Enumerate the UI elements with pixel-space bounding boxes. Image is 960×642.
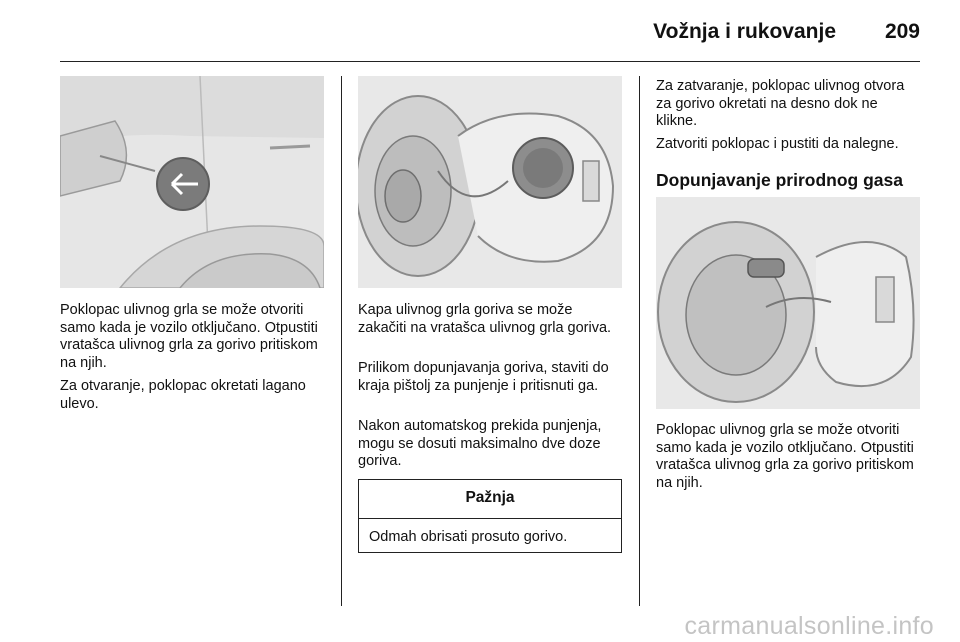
paragraph: Prilikom dopunjavanja goriva, staviti do kraja pištolj za punjenje i pritisnuti ga.: [358, 360, 609, 394]
paragraph: Kapa ulivnog grla goriva se može zakačiti na vratašca ulivnog grla goriva.: [358, 302, 612, 336]
column-divider: [639, 76, 640, 606]
paragraph: Nakon automatskog prekida punjenja, mogu se dosuti maksimalno dve doze goriva.: [358, 418, 602, 470]
figure-natural-gas-filler: [656, 197, 920, 409]
page-header: [60, 10, 920, 60]
watermark: carmanualsonline.info: [684, 612, 934, 640]
fuel-cap-illustration: [358, 76, 622, 288]
paragraph: Poklopac ulivnog grla se može otvoriti samo kada je vozilo otključano. Otpustiti vratašca ulivnog grla za gorivo pritiskom na njih.: [656, 422, 914, 491]
section-heading: Dopunjavanje prirodnog gasa: [656, 170, 903, 190]
paragraph: Za zatvaranje, poklopac ulivnog otvora za gorivo okretati na desno dok ne klikne.: [656, 78, 905, 130]
figure-car-fuel-door: [60, 76, 324, 288]
column-divider: [341, 76, 342, 606]
paragraph: Poklopac ulivnog grla se može otvoriti samo kada je vozilo otključano. Otpustiti vratašca ulivnog grla za gorivo pritiskom na njih.: [60, 302, 318, 371]
figure-fuel-cap-hooked: [358, 76, 622, 288]
paragraph: Zatvoriti poklopac i pustiti da nalegne.: [656, 136, 899, 152]
page-number: 209: [884, 20, 920, 43]
notice-box: [358, 479, 622, 553]
car-fuel-door-illustration: [60, 76, 324, 288]
paragraph: Za otvaranje, poklopac okretati lagano ulevo.: [60, 378, 306, 412]
notice-title: Pažnja: [465, 489, 515, 506]
header-rule: [60, 61, 920, 62]
notice-divider: [359, 518, 621, 519]
notice-text: Odmah obrisati prosuto gorivo.: [369, 529, 568, 545]
gas-filler-illustration: [656, 197, 920, 409]
page-title: Vožnja i rukovanje: [653, 20, 836, 43]
